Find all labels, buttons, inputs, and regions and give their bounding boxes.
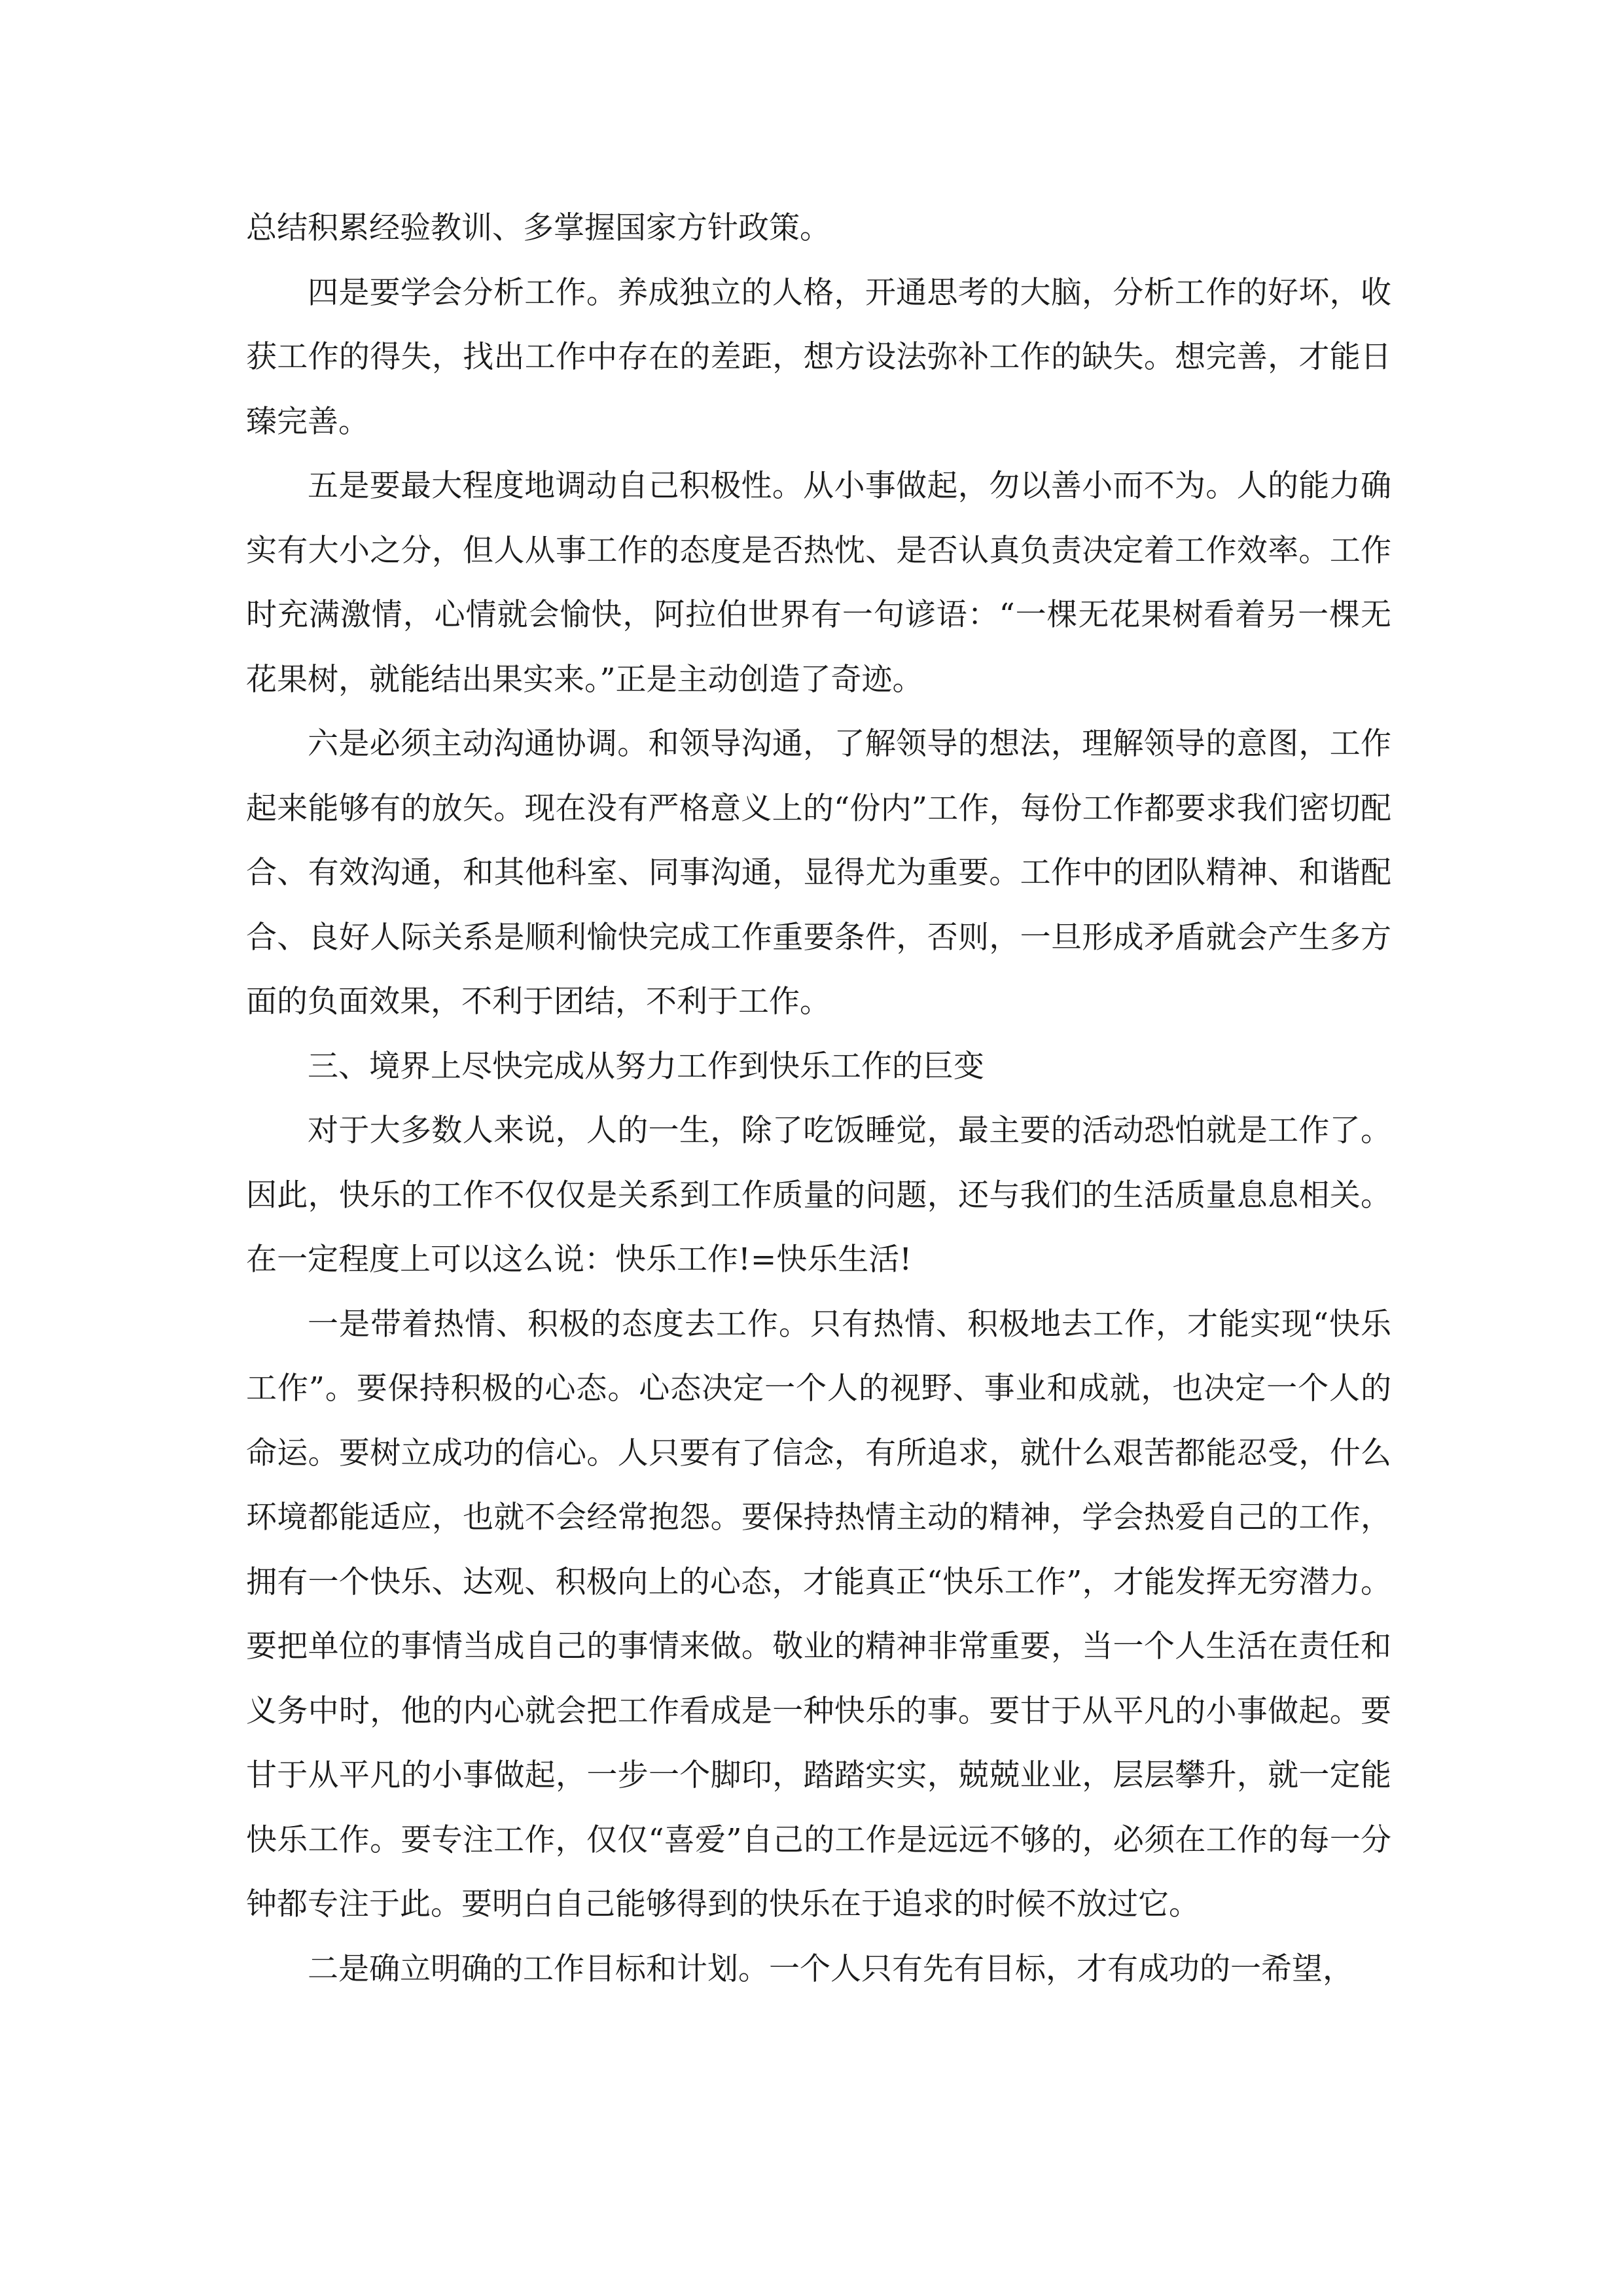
paragraph-intro: 对于大多数人来说，人的一生，除了吃饭睡觉，最主要的活动恐怕就是工作了。因此，快乐的工作不仅仅是关系到工作质量的问题，还与我们的生活质量息息相关。在一定程度上可以这么说：快乐工作!=快乐生活! [246,1113,1391,1278]
paragraph-continuation: 总结积累经验教训、多掌握国家方针政策。 [246,210,830,246]
paragraph-point-five: 五是要最大程度地调动自己积极性。从小事做起，勿以善小而不为。人的能力确实有大小之分，但人从事工作的态度是否热忱、是否认真负责决定着工作效率。工作时充满激情，心情就会愉快，阿拉伯世界有一句谚语：“一棵无花果树看着另一棵无花果树，就能结出果实来。”正是主动创造了奇迹。 [246,468,1391,698]
paragraph-point-four: 四是要学会分析工作。养成独立的人格，开通思考的大脑，分析工作的好坏，收获工作的得失，找出工作中存在的差距，想方设法弥补工作的缺失。想完善，才能日臻完善。 [246,274,1391,440]
paragraph-point-two: 二是确立明确的工作目标和计划。一个人只有先有目标，才有成功的一希望， [308,1950,1353,1987]
section-heading-three: 三、境界上尽快完成从努力工作到快乐工作的巨变 [308,1048,984,1085]
paragraph-point-one: 一是带着热情、积极的态度去工作。只有热情、积极地去工作，才能实现“快乐工作”。要保持积极的心态。心态决定一个人的视野、事业和成就，也决定一个人的命运。要树立成功的信心。人只要有了信念，有所追求，就什么艰苦都能忍受，什么环境都能适应，也就不会经常抱怨。要保持热情主动的精神，学会热爱自己的工作，拥有一个快乐、达观、积极向上的心态，才能真正“快乐工作”，才能发挥无穷潜力。要把单位的事情当成自己的事情来做。敬业的精神非常重要，当一个人生活在责任和义务中时，他的内心就会把工作看成是一种快乐的事。要甘于从平凡的小事做起。要甘于从平凡的小事做起，一步一个脚印，踏踏实实，兢兢业业，层层攀升，就一定能快乐工作。要专注工作，仅仅“喜爱”自己的工作是远远不够的，必须在工作的每一分钟都专注于此。要明白自己能够得到的快乐在于追求的时候不放过它。 [246,1306,1391,1922]
document-body [246,196,1391,2001]
paragraph-point-six: 六是必须主动沟通协调。和领导沟通，了解领导的想法，理解领导的意图，工作起来能够有的放矢。现在没有严格意义上的“份内”工作，每份工作都要求我们密切配合、有效沟通，和其他科室、同事沟通，显得尤为重要。工作中的团队精神、和谐配合、良好人际关系是顺利愉快完成工作重要条件，否则，一旦形成矛盾就会产生多方面的负面效果，不利于团结，不利于工作。 [246,726,1391,1020]
